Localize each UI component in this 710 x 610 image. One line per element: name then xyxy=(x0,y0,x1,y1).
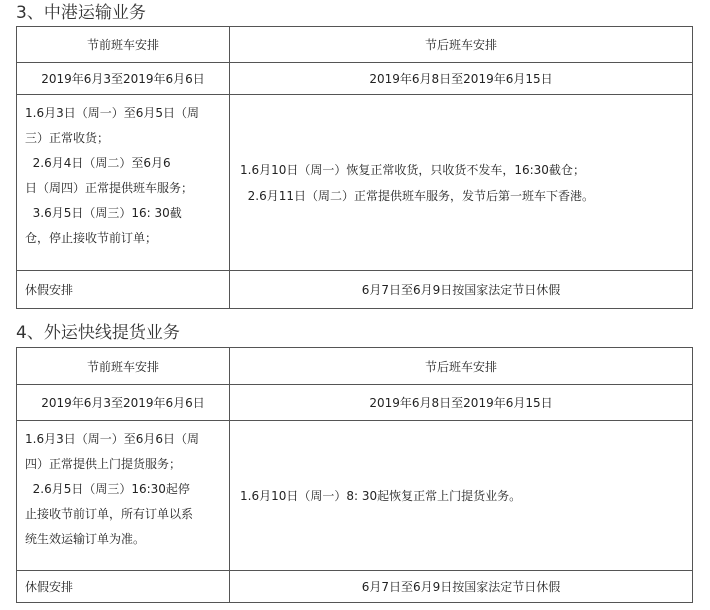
header-after-holiday: 节后班车安排 xyxy=(230,348,693,385)
dates-row xyxy=(17,63,693,95)
dates-after: 2019年6月8日至2019年6月15日 xyxy=(230,63,693,95)
detail-line: 统生效运输订单为准。 xyxy=(25,532,146,546)
detail-line: 三）正常收货； xyxy=(25,131,110,145)
header-before-holiday: 节前班车安排 xyxy=(17,27,230,63)
holiday-label: 休假安排 xyxy=(17,571,230,603)
detail-line: 2.6月4日（周二）至6月6 xyxy=(25,156,171,170)
header-before-holiday: 节前班车安排 xyxy=(17,348,230,385)
detail-line: 仓，停止接收节前订单； xyxy=(25,231,158,245)
detail-line: 2.6月5日（周三）16:30起停 xyxy=(25,482,190,496)
table-header-row xyxy=(17,27,693,63)
dates-row xyxy=(17,385,693,421)
holiday-label: 休假安排 xyxy=(17,271,230,309)
detail-line: 日（周四）正常提供班车服务； xyxy=(25,181,194,195)
details-row xyxy=(17,421,693,571)
dates-before: 2019年6月3至2019年6月6日 xyxy=(17,63,230,95)
section-title-zhonggang: 3、中港运输业务 xyxy=(16,3,146,23)
table-header-row xyxy=(17,348,693,385)
holiday-value: 6月7日至6月9日按国家法定节日休假 xyxy=(230,571,693,603)
detail-line: 1.6月3日（周一）至6月6日（周 xyxy=(25,432,199,446)
detail-line: 2.6月11日（周二）正常提供班车服务，发节后第一班车下香港。 xyxy=(240,188,594,203)
detail-line: 1.6月10日（周一）8: 30起恢复正常上门提货业务。 xyxy=(240,488,522,503)
detail-line: 1.6月10日（周一）恢复正常收货，只收货不发车，16:30截仓； xyxy=(240,162,585,177)
detail-line: 四）正常提供上门提货服务； xyxy=(25,457,182,471)
section-title-waiyun: 4、外运快线提货业务 xyxy=(16,323,180,343)
schedule-table-zhonggang xyxy=(16,26,693,309)
holiday-row xyxy=(17,571,693,603)
details-after xyxy=(230,421,693,571)
dates-before: 2019年6月3至2019年6月6日 xyxy=(17,385,230,421)
details-before xyxy=(17,95,230,271)
detail-line: 止接收节前订单，所有订单以系 xyxy=(25,507,194,521)
holiday-row xyxy=(17,271,693,309)
details-row xyxy=(17,95,693,271)
schedule-table-waiyun xyxy=(16,347,693,603)
detail-line: 3.6月5日（周三）16: 30截 xyxy=(25,206,182,220)
details-after xyxy=(230,95,693,271)
holiday-value: 6月7日至6月9日按国家法定节日休假 xyxy=(230,271,693,309)
dates-after: 2019年6月8日至2019年6月15日 xyxy=(230,385,693,421)
header-after-holiday: 节后班车安排 xyxy=(230,27,693,63)
detail-line: 1.6月3日（周一）至6月5日（周 xyxy=(25,106,199,120)
details-before xyxy=(17,421,230,571)
